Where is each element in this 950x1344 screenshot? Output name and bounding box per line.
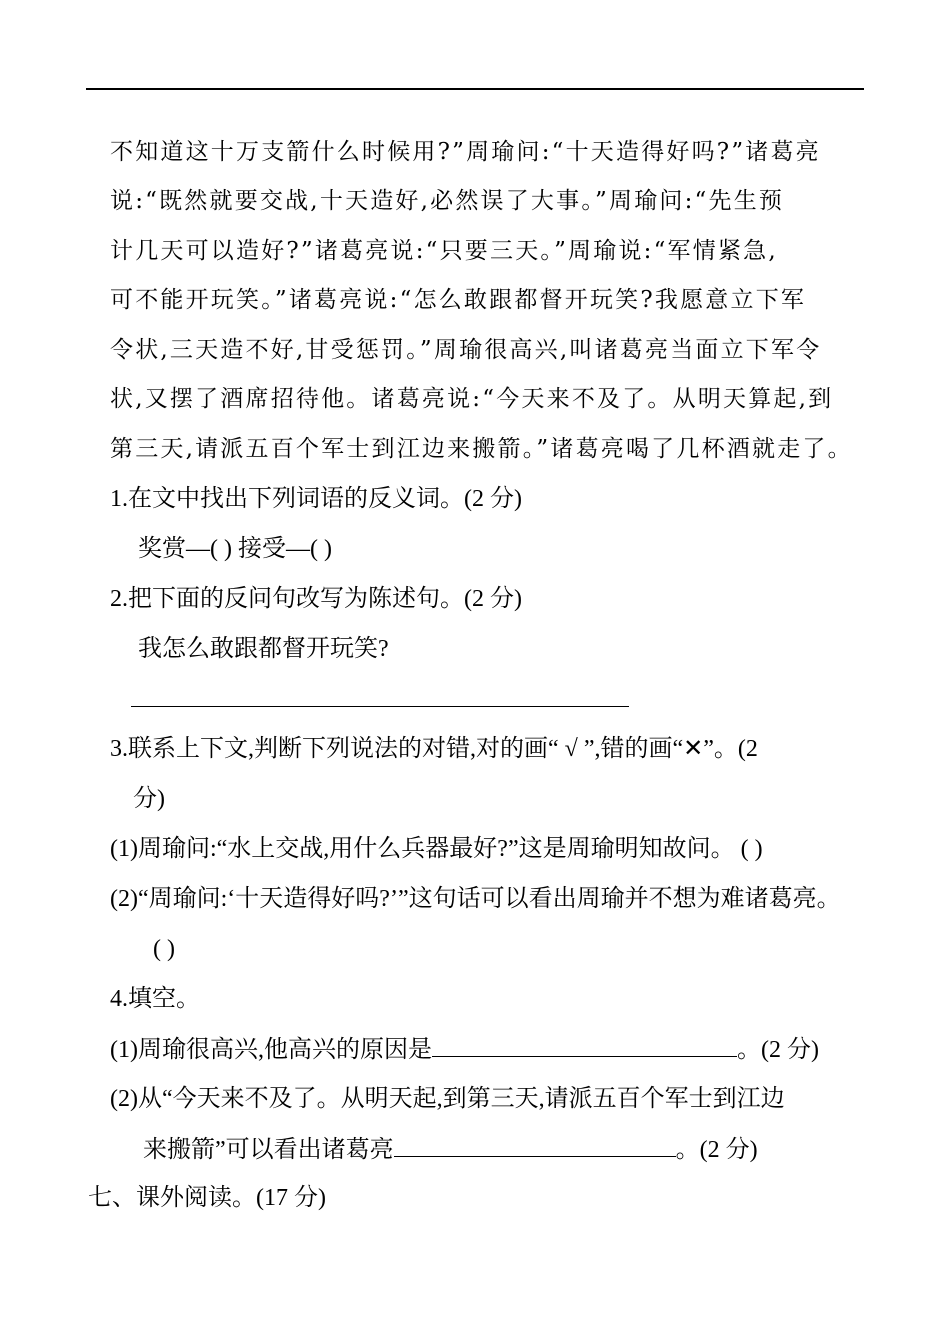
question-1-title: 1.在文中找出下列词语的反义词。(2 分) (110, 486, 522, 512)
header-rule (86, 88, 864, 90)
fill-blank[interactable] (432, 1034, 737, 1057)
section-7-heading: 七、课外阅读。(17 分) (88, 1185, 326, 1211)
judgement-item-2-paren[interactable]: ( ) (153, 936, 175, 962)
fill-item-2-line2 (143, 1134, 758, 1165)
judgement-item-2: (2)“周瑜问:‘十天造得好吗?’”这句话可以看出周瑜并不想为难诸葛亮。 (110, 886, 841, 912)
question-3-title: 3.联系上下文,判断下列说法的对错,对的画“ √ ”,错的画“✕”。(2 (110, 736, 758, 762)
question-3-title-cont: 分) (133, 786, 165, 812)
fill-blank[interactable] (394, 1134, 676, 1157)
fill-item-2-prefix: 来搬箭”可以看出诸葛亮 (143, 1137, 394, 1163)
rhetorical-sentence: 我怎么敢跟都督开玩笑? (138, 636, 389, 662)
passage-line: 说:“既然就要交战,十天造好,必然误了大事。”周瑜问:“先生预 (110, 188, 785, 214)
judgement-item-1[interactable]: (1)周瑜问:“水上交战,用什么兵器最好?”这是周瑜明知故问。 ( ) (110, 836, 763, 862)
antonym-blanks[interactable]: 奖赏—( ) 接受—( ) (138, 536, 332, 562)
passage-line: 令状,三天造不好,甘受惩罚。”周瑜很高兴,叫诸葛亮当面立下军令 (110, 337, 822, 363)
answer-line[interactable] (131, 706, 629, 707)
passage-line: 不知道这十万支箭什么时候用?”周瑜问:“十天造得好吗?”诸葛亮 (110, 139, 821, 165)
passage-line: 计几天可以造好?”诸葛亮说:“只要三天。”周瑜说:“军情紧急, (110, 238, 778, 264)
passage-line: 状,又摆了酒席招待他。诸葛亮说:“今天来不及了。从明天算起,到 (110, 386, 834, 412)
question-2-title: 2.把下面的反问句改写为陈述句。(2 分) (110, 586, 522, 612)
fill-item-1-suffix: 。(2 分) (736, 1037, 819, 1063)
fill-item-2-line1: (2)从“今天来不及了。从明天起,到第三天,请派五百个军士到江边 (110, 1086, 785, 1112)
fill-item-2-suffix: 。(2 分) (675, 1137, 758, 1163)
passage-line: 可不能开玩笑。”诸葛亮说:“怎么敢跟都督开玩笑?我愿意立下军 (110, 287, 807, 313)
fill-item-1-prefix: (1)周瑜很高兴,他高兴的原因是 (110, 1037, 432, 1063)
fill-item-1 (110, 1034, 819, 1065)
passage-line: 第三天,请派五百个军士到江边来搬箭。”诸葛亮喝了几杯酒就走了。 (110, 436, 853, 462)
question-4-title: 4.填空。 (110, 986, 200, 1012)
